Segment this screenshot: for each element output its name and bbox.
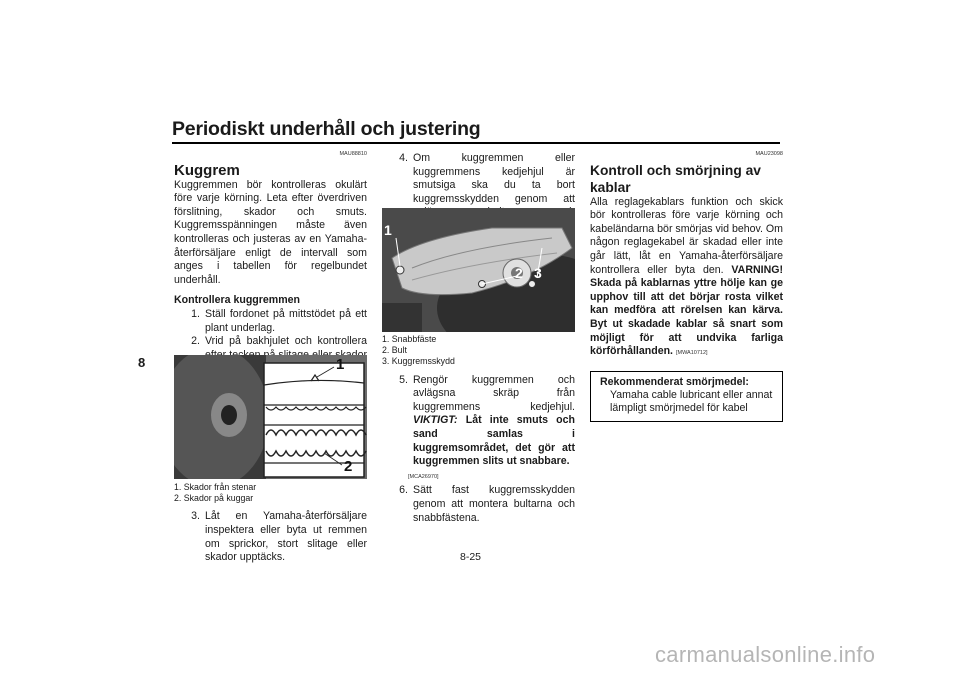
belt-illustration (174, 355, 367, 479)
belt-cover-illustration (382, 208, 575, 332)
step-text: Vrid på bakhjulet och kontrollera (205, 335, 367, 348)
notice-text: Låt inte smuts och sand samlas i kuggremsområdet, det gör att kuggremmen slits ut snabbare. (413, 414, 576, 468)
step-6 (382, 484, 575, 525)
middle-column-lower (382, 334, 575, 525)
warning-code: [MWA10712] (675, 350, 708, 357)
left-column-lower (174, 482, 367, 565)
notice-code: [MCA26970] (408, 473, 439, 480)
lubricant-title: Rekommenderat smörjmedel: (600, 375, 749, 388)
step-number: 3. (191, 510, 200, 523)
step-text (413, 374, 575, 469)
step-number: 2. (191, 335, 200, 348)
body-text: Alla reglagekablars funktion och skick bör kontrolleras före varje körning och kabeländarna bör smörjas vid behov. Om någon reglagekabel är skadad eller inte går lätt, låt en Yamaha-återförsäljare kontrollera eller byta den. (590, 195, 783, 276)
page-title: Periodiskt underhåll och justering (172, 118, 481, 140)
section-code: MAU88810 (339, 151, 367, 157)
step-number: 1. (191, 307, 200, 320)
step-text: Om kuggremmen eller kuggremmens kedjehjul är smutsiga ska du ta bort kuggremsskydden genom att (413, 152, 575, 205)
step-text: Låt en Yamaha-återförsäljare inspektera eller byta ut remmen om sprickor, stort slitage eller skador upptäcks. (205, 510, 367, 564)
header-rule (172, 142, 780, 144)
figure-label-1: 1 (384, 222, 392, 238)
caption-2: 2. Skador på kuggar (174, 493, 254, 504)
figure-label-1: 1 (336, 356, 345, 373)
notice-label: VIKTIGT: (413, 414, 458, 427)
subheading: Kontrollera kuggremmen (174, 294, 300, 307)
chapter-tab: 8 (138, 355, 146, 370)
belt-figure (174, 355, 367, 479)
step-1 (174, 308, 367, 335)
lubricant-body: Yamaha cable lubricant eller annat lämpligt smörjmedel för kabel (610, 388, 773, 414)
figure-label-3: 3 (534, 265, 542, 281)
warning-text: VARNING! Skada på kablarnas yttre hölje kan ge upphov till att det börjar rosta vilket kan medföra att rörelsen kan kärva. Byt ut skadade kablar så snart som möjligt för att undvika farliga körförhållanden. (590, 263, 783, 358)
body-paragraph (590, 196, 783, 361)
caption-1: 1. Skador från stenar (174, 482, 257, 492)
lubricant-box (590, 371, 783, 422)
step-number: 4. (399, 152, 408, 164)
step-number: 6. (399, 484, 408, 497)
left-column (174, 148, 367, 376)
figure-label-2: 2 (515, 265, 523, 281)
caption-1: 1. Snabbfäste (382, 334, 437, 344)
step-5-text: Rengör kuggremmen och avlägsna skräp från kuggremmens kedjehjul. (413, 373, 575, 413)
watermark: carmanualsonline.info (655, 642, 876, 667)
step-text: Ställ fordonet på mittstödet på ett plant underlag. (205, 307, 367, 334)
figure-label-2: 2 (344, 458, 353, 475)
caption-2: 2. Bult (382, 345, 407, 356)
right-column (590, 148, 783, 422)
section-code: MAU23098 (755, 151, 783, 157)
section-heading: Kuggrem (174, 161, 240, 179)
page-number: 8-25 (460, 551, 482, 563)
caption-3: 3. Kuggremsskydd (382, 356, 455, 367)
intro-paragraph: Kuggremmen bör kontrolleras okulärt före varje körning. Leta efter överdriven förslitning, skador och smuts. Kuggremsspänningen måste även kontrolleras och justeras av en Yamaha-återförsäljare enligt de intervall som anges i tabellen för regelbundet underhåll. (174, 178, 367, 286)
step-text: Sätt fast kuggremsskydden genom att montera bultarna och snabbfästena. (413, 484, 575, 524)
step-number: 5. (399, 373, 408, 386)
step-5 (382, 374, 575, 469)
section-heading: Kontroll och smörjning av kablar (590, 162, 761, 195)
belt-cover-figure (382, 208, 575, 332)
step-3 (174, 510, 367, 564)
